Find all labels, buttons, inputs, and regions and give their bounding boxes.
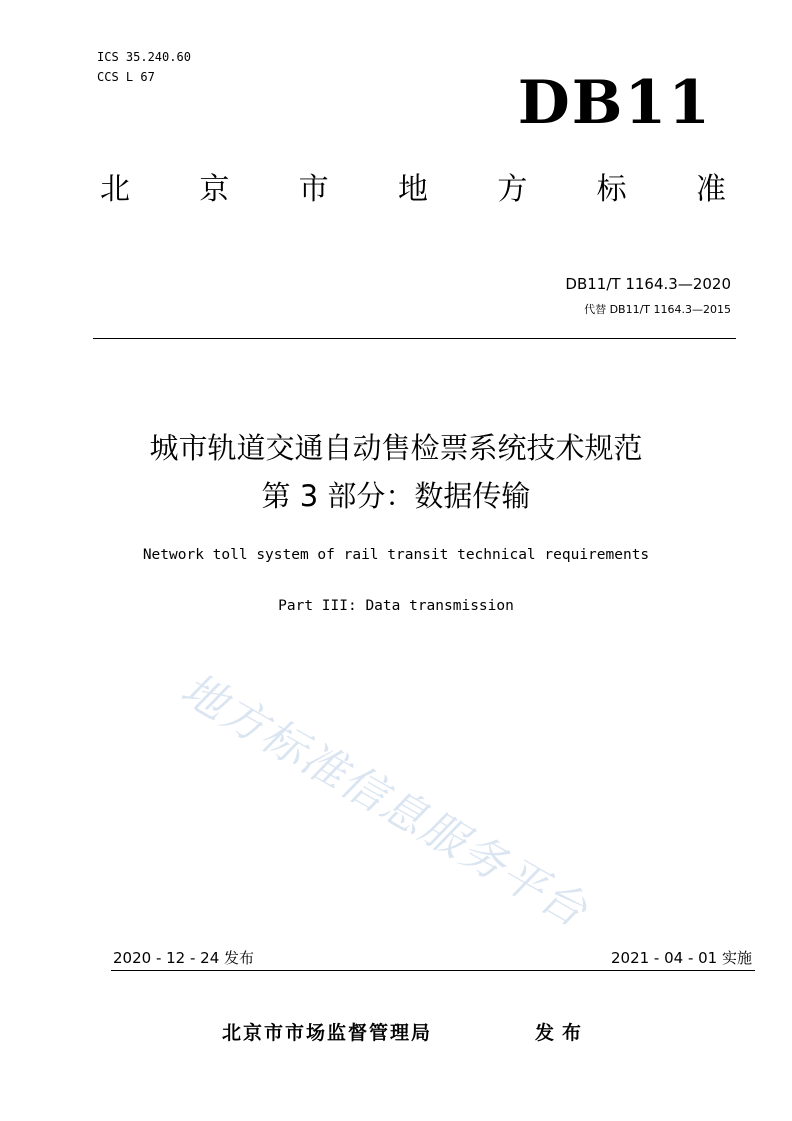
standard-number: DB11/T 1164.3—2020: [565, 275, 731, 293]
replaces-standard: 代替 DB11/T 1164.3—2015: [584, 303, 731, 316]
db11-logo: DB11: [517, 68, 712, 138]
issue-date: 2020 - 12 - 24 发布: [113, 949, 255, 967]
ccs-code: CCS L 67: [97, 70, 155, 84]
document-title: 城市轨道交通自动售检票系统技术规范: [149, 431, 643, 465]
watermark-text: 地方标准信息服务平台: [172, 663, 597, 938]
heading-char: 市: [298, 172, 329, 207]
header-divider: [93, 338, 736, 339]
footer-divider: [111, 970, 755, 971]
heading-char: 京: [199, 172, 230, 207]
heading-char: 地: [397, 172, 428, 207]
local-standard-heading: [100, 170, 726, 210]
heading-char: 标: [596, 172, 627, 207]
publish-label: 发布: [535, 1022, 590, 1044]
ics-code: ICS 35.240.60: [97, 50, 191, 64]
implementation-date: 2021 - 04 - 01 实施: [610, 949, 752, 967]
publishing-authority: 北京市市场监督管理局: [222, 1022, 433, 1044]
heading-char: 方: [497, 172, 528, 207]
english-subtitle: Part III: Data transmission: [278, 598, 514, 614]
english-title: Network toll system of rail transit technical requirements: [142, 547, 650, 563]
heading-char: 北: [100, 172, 130, 207]
heading-char: 准: [695, 172, 726, 207]
document-subtitle: 第 3 部分：数据传输: [261, 479, 531, 513]
